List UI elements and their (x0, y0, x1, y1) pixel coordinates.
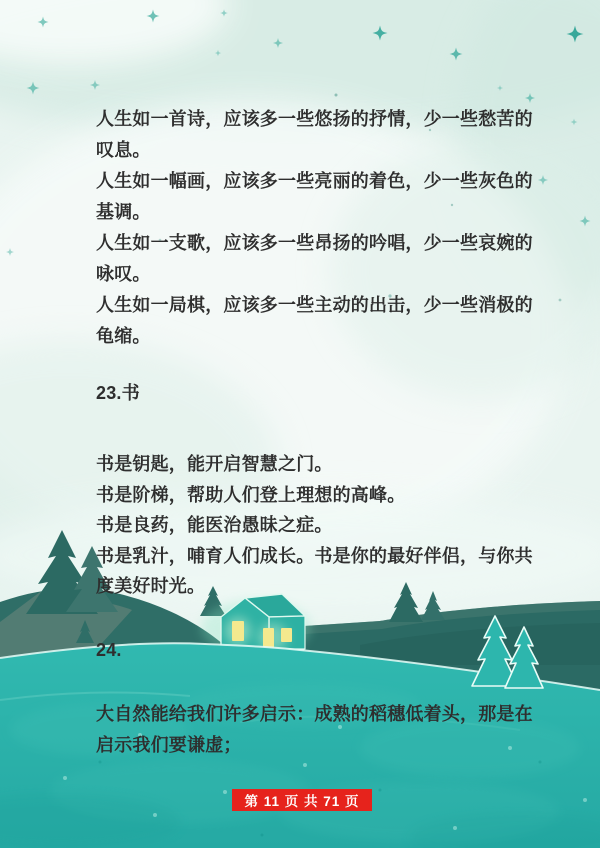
life-metaphors-block (96, 104, 540, 352)
paragraph: 人生如一首诗，应该多一些悠扬的抒情，少一些愁苦的叹息。 (96, 109, 533, 160)
nature-block (96, 699, 540, 761)
page-number-label: 第 11 页 共 71 页 (244, 794, 360, 809)
section-heading-24: 24. (96, 640, 122, 660)
paragraph: 书是乳汁，哺育人们成长。书是你的最好伴侣，与你共度美好时光。 (96, 545, 533, 596)
paragraph: 大自然能给我们许多启示：成熟的稻穗低着头，那是在启示我们要谦虚； (96, 704, 533, 755)
paragraph: 人生如一局棋，应该多一些主动的出击，少一些消极的龟缩。 (96, 295, 533, 346)
paragraph: 书是良药，能医治愚昧之症。 (96, 515, 333, 535)
paragraph: 书是阶梯，帮助人们登上理想的高峰。 (96, 484, 406, 505)
paragraph: 书是钥匙，能开启智慧之门。 (96, 454, 333, 474)
paragraph: 人生如一幅画，应该多一些亮丽的着色，少一些灰色的基调。 (96, 171, 533, 222)
page-number-badge (232, 789, 372, 811)
paragraph: 人生如一支歌，应该多一些昂扬的吟唱，少一些哀婉的咏叹。 (96, 233, 533, 284)
book-metaphors-block (96, 449, 540, 602)
section-heading-23: 23.书 (96, 383, 140, 403)
